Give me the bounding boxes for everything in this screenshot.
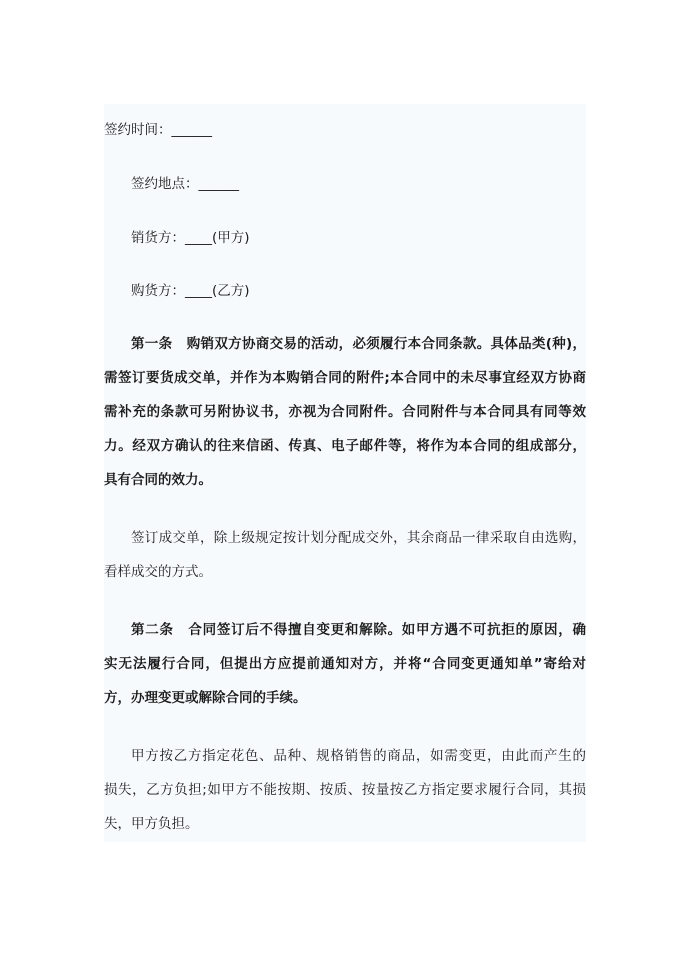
paragraph-3-line-2: 损失，乙方负担;如甲方不能按期、按质、按量按乙方指定要求履行合同，其损 (104, 782, 586, 798)
article-2-line-3: 方，办理变更或解除合同的手续。 (104, 690, 307, 706)
article-1-heading: 第一条 (131, 336, 173, 352)
paragraph-3-line-1: 甲方按乙方指定花色、品种、规格销售的商品，如需变更，由此而产生的 (131, 748, 586, 764)
sign-time-line: 签约时间：______ (104, 122, 212, 138)
article-1-line-5: 具有合同的效力。 (104, 472, 212, 488)
article-2-line-1 (104, 620, 586, 640)
paragraph-2-line-1: 签订成交单，除上级规定按计划分配成交外，其余商品一律采取自由选购， (131, 530, 586, 546)
paragraph-2-line-2: 看样成交的方式。 (104, 564, 212, 580)
article-2 (104, 620, 586, 722)
article-1-line-3: 需补充的条款可另附协议书，亦视为合同附件。合同附件与本合同具有同等效 (104, 404, 586, 420)
article-1 (104, 334, 586, 504)
article-1-line-1 (104, 334, 586, 354)
article-1-line-2: 需签订要货成交单，并作为本购销合同的附件;本合同中的未尽事宜经双方协商 (104, 370, 586, 386)
seller-line: 销货方：____(甲方) (131, 230, 250, 246)
article-1-line-4: 力。经双方确认的往来信函、传真、电子邮件等，将作为本合同的组成部分， (104, 438, 586, 454)
article-2-text-1: 合同签订后不得擅自变更和解除。如甲方遇不可抗拒的原因，确 (187, 622, 587, 638)
article-2-line-2: 实无法履行合同，但提出方应提前通知对方，并将“合同变更通知单”寄给对 (104, 656, 586, 672)
paragraph-3 (104, 746, 586, 848)
article-1-text-1: 购销双方协商交易的活动，必须履行本合同条款。具体品类(种)， (186, 336, 587, 352)
buyer-line: 购货方：____(乙方) (131, 283, 250, 299)
paragraph-2 (104, 528, 586, 596)
article-2-heading: 第二条 (131, 622, 174, 638)
sign-place-line: 签约地点：______ (131, 176, 239, 192)
paragraph-3-line-3: 失，甲方负担。 (104, 816, 199, 832)
